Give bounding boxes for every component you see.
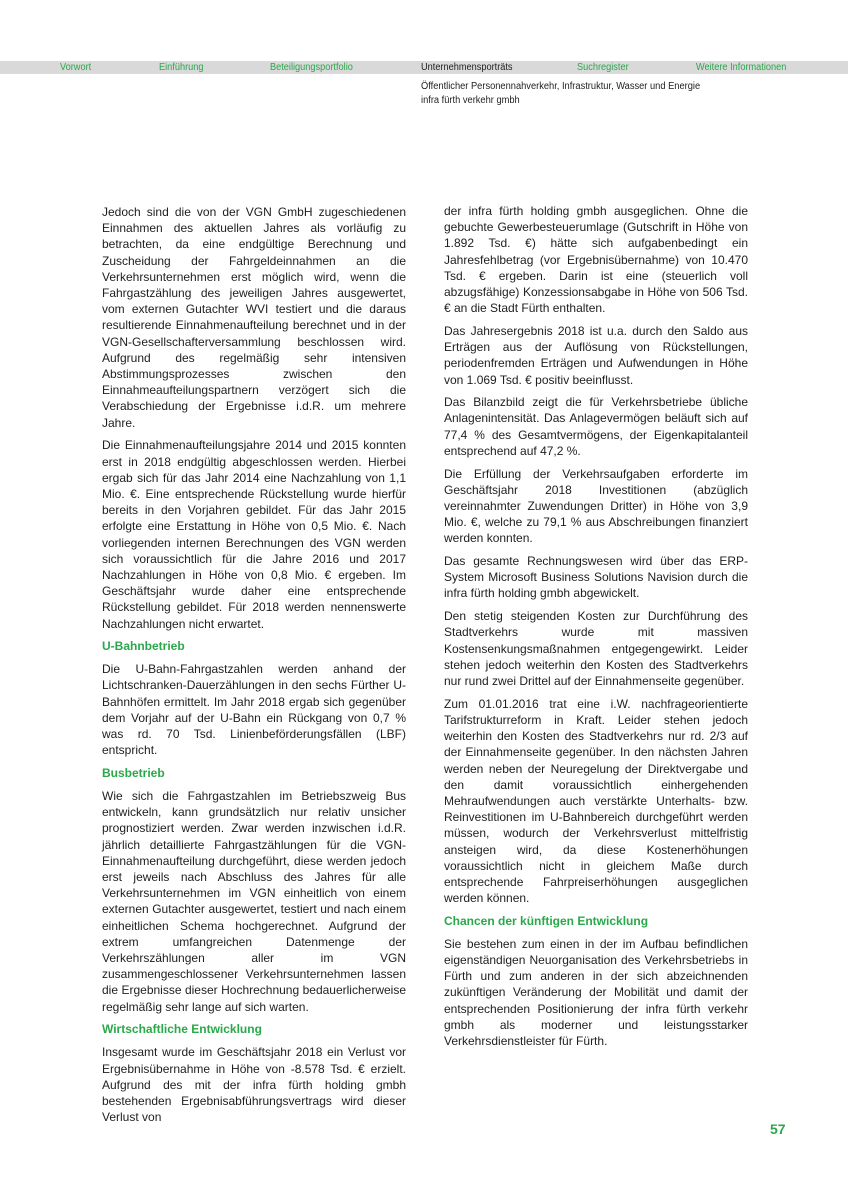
- breadcrumb: [421, 80, 700, 108]
- paragraph: Jedoch sind die von der VGN GmbH zugeschiedenen Einnahmen des aktuellen Jahres als vorläufig zu betrachten, da eine endgültige Berechnung und Zuscheidung der Fahrgeldeinnahmen an die Verkehrsunternehmen erst möglich wird, wenn die Fahrgastzählung des jeweiligen Jahres ausgewertet, vom externen Gutachter WVI testiert und die daraus resultierende Einnahmenaufteilung berechnet und in der VGN-Gesellschafterversammlung beschlossen wird. Aufgrund des regelmäßig sehr intensiven Abstimmungsprozesses zwischen den Einnahmeaufteilungspartnern verzögert sich die Verabschiedung der Ergebnisse i.d.R. um mehrere Jahre.: [102, 205, 406, 430]
- section-heading-bus: Busbetrieb: [102, 766, 165, 780]
- paragraph: Die Erfüllung der Verkehrsaufgaben erforderte im Geschäftsjahr 2018 Investitionen (abzüglich vereinnahmter Zuwendungen Dritter) in Höhe von 3,9 Mio. €, welche zu 79,1 % aus Abschreibungen finanziert werden konnten.: [444, 466, 748, 546]
- paragraph: der infra fürth holding gmbh ausgeglichen. Ohne die gebuchte Gewerbesteuerumlage (Gutschrift in Höhe von 1.892 Tsd. €) hätte sich aufgabenbedingt ein Jahresfehlbetrag (vor Ergebnisübernahme) von 10.470 Tsd. € ergeben. Darin ist eine (steuerlich voll abzugsfähige) Konzessionsabgabe in Höhe von 506 Tsd. € an die Stadt Fürth enthalten.: [444, 204, 748, 316]
- breadcrumb-company: infra fürth verkehr gmbh: [421, 95, 520, 106]
- nav-item-weitere-informationen[interactable]: Weitere Informationen: [696, 62, 787, 73]
- section-nav-bar: [0, 61, 848, 74]
- section-heading-chancen: Chancen der künftigen Entwicklung: [444, 913, 649, 928]
- section-heading-ubahn: U-Bahnbetrieb: [102, 639, 185, 654]
- page-number: 57: [770, 1121, 786, 1137]
- nav-divider: [0, 74, 848, 76]
- section-heading-wirtschaft: Wirtschaftliche Entwicklung: [102, 1022, 262, 1037]
- paragraph: Insgesamt wurde im Geschäftsjahr 2018 ein Verlust vor Ergebnisübernahme in Höhe von -8.578 Tsd. € erzielt. Aufgrund des mit der infra fürth holding gmbh bestehenden Ergebnisabführungsvertrags wird dieser Verlust von: [102, 1045, 406, 1125]
- nav-item-unternehmensportraets[interactable]: Unternehmensporträts: [421, 62, 513, 73]
- paragraph: Zum 01.01.2016 trat eine i.W. nachfrageorientierte Tarifstrukturreform in Kraft. Leider stehen jedoch weiterhin den Kosten des Stadtverkehrs nur rd. 2/3 auf der Einnahmenseite gegenüber. In den nächsten Jahren werden neben der Neuregelung der Direktvergabe und den damit voraussichtlich einhergehenden Mehraufwendungen auch verstärkte Unterhalts- bzw. Reinvestitionen im U-Bahnbereich durchgeführt werden müssen, wodurch der Verkehrsverlust mittelfristig ansteigen wird, da diese Kostenerhöhungen voraussichtlich nicht in gleichem Maße durch entsprechende Fahrpreiserhöhungen ausgeglichen werden können.: [444, 696, 748, 906]
- breadcrumb-sector: Öffentlicher Personennahverkehr, Infrastruktur, Wasser und Energie: [421, 81, 701, 92]
- paragraph: Das Bilanzbild zeigt die für Verkehrsbetriebe übliche Anlagenintensität. Das Anlagevermögen beläuft sich auf 77,4 % des Gesamtvermögens, der Eigenkapitalanteil entsprechend auf 47,2 %.: [444, 395, 748, 458]
- paragraph: Das gesamte Rechnungswesen wird über das ERP-System Microsoft Business Solutions Navision durch die infra fürth holding gmbh abgewickelt.: [444, 554, 748, 601]
- nav-item-einfuehrung[interactable]: Einführung: [159, 62, 204, 73]
- nav-item-beteiligungsportfolio[interactable]: Beteiligungsportfolio: [270, 62, 353, 73]
- paragraph: Wie sich die Fahrgastzahlen im Betriebszweig Bus entwickeln, kann grundsätzlich nur relativ unsicher prognostiziert werden. Zwar werden inzwischen i.d.R. jährlich detaillierte Fahrgastzählungen für die VGN-Einnahmenaufteilung durchgeführt, diese werden jedoch erst jeweils nach Abschluss des Jahres für alle Verkehrsunternehmen im VGN einheitlich von einem externen Gutachter ausgewertet, testiert und nach einem einheitlichen Schema hochgerechnet. Aufgrund der extrem umfangreichen Datenmenge der Verkehrszählungen aller im VGN zusammengeschlossener Verkehrsunternehmen lassen die Ergebnisse dieser Hochrechnung bedauerlicherweise regelmäßig sehr lange auf sich warten.: [102, 789, 406, 1014]
- paragraph: Die Einnahmenaufteilungsjahre 2014 und 2015 konnten erst in 2018 endgültig abgeschlossen werden. Hierbei ergab sich für das Jahr 2014 eine Nachzahlung von 1,1 Mio. €. Eine entsprechende Rückstellung wurde hierfür bereits in den Vorjahren gebildet. Für das Jahr 2015 erfolgte eine Erstattung in Höhe von 0,5 Mio. €. Nach vorliegenden internen Berechnungen des VGN werden sich voraussichtlich für die Jahre 2016 und 2017 Nachzahlungen in Höhe von 0,8 Mio. € ergeben. Im Geschäftsjahr wurde daher eine entsprechende Rückstellung gebildet. Für 2018 werden nennenswerte Nachzahlungen nicht erwartet.: [102, 438, 406, 631]
- paragraph: Das Jahresergebnis 2018 ist u.a. durch den Saldo aus Erträgen aus der Auflösung von Rückstellungen, periodenfremden Erträgen und Aufwendungen in Höhe von 1.069 Tsd. € positiv beeinflusst.: [444, 323, 748, 387]
- nav-item-vorwort[interactable]: Vorwort: [60, 62, 92, 73]
- paragraph: Den stetig steigenden Kosten zur Durchführung des Stadtverkehrs wurde mit massiven Kostensenkungsmaßnahmen entgegengewirkt. Leider stehen jedoch weiterhin den Kosten des Stadtverkehrs nur rund zwei Drittel auf der Einnahmenseite gegenüber.: [444, 609, 748, 688]
- right-column: [444, 203, 748, 1056]
- nav-item-suchregister[interactable]: Suchregister: [577, 62, 629, 73]
- left-column: [102, 204, 406, 1132]
- paragraph: Die U-Bahn-Fahrgastzahlen werden anhand der Lichtschranken-Dauerzählungen in den sechs Fürther U-Bahnhöfen ermittelt. Im Jahr 2018 ergab sich gegenüber dem Vorjahr auf der U-Bahn ein Rückgang von 0,7 % was rd. 70 Tsd. Linienbeförderungsfällen (LBF) entspricht.: [102, 662, 406, 758]
- paragraph: Sie bestehen zum einen in der im Aufbau befindlichen eigenständigen Neuorganisation des Verkehrsbetriebs in Fürth und zum anderen in der sich abzeichnenden zukünftigen Veränderung der Mobilität und damit der entsprechenden Positionierung der infra fürth verkehr gmbh als moderner und leistungsstarker Verkehrsdienstleister für Fürth.: [444, 936, 748, 1049]
